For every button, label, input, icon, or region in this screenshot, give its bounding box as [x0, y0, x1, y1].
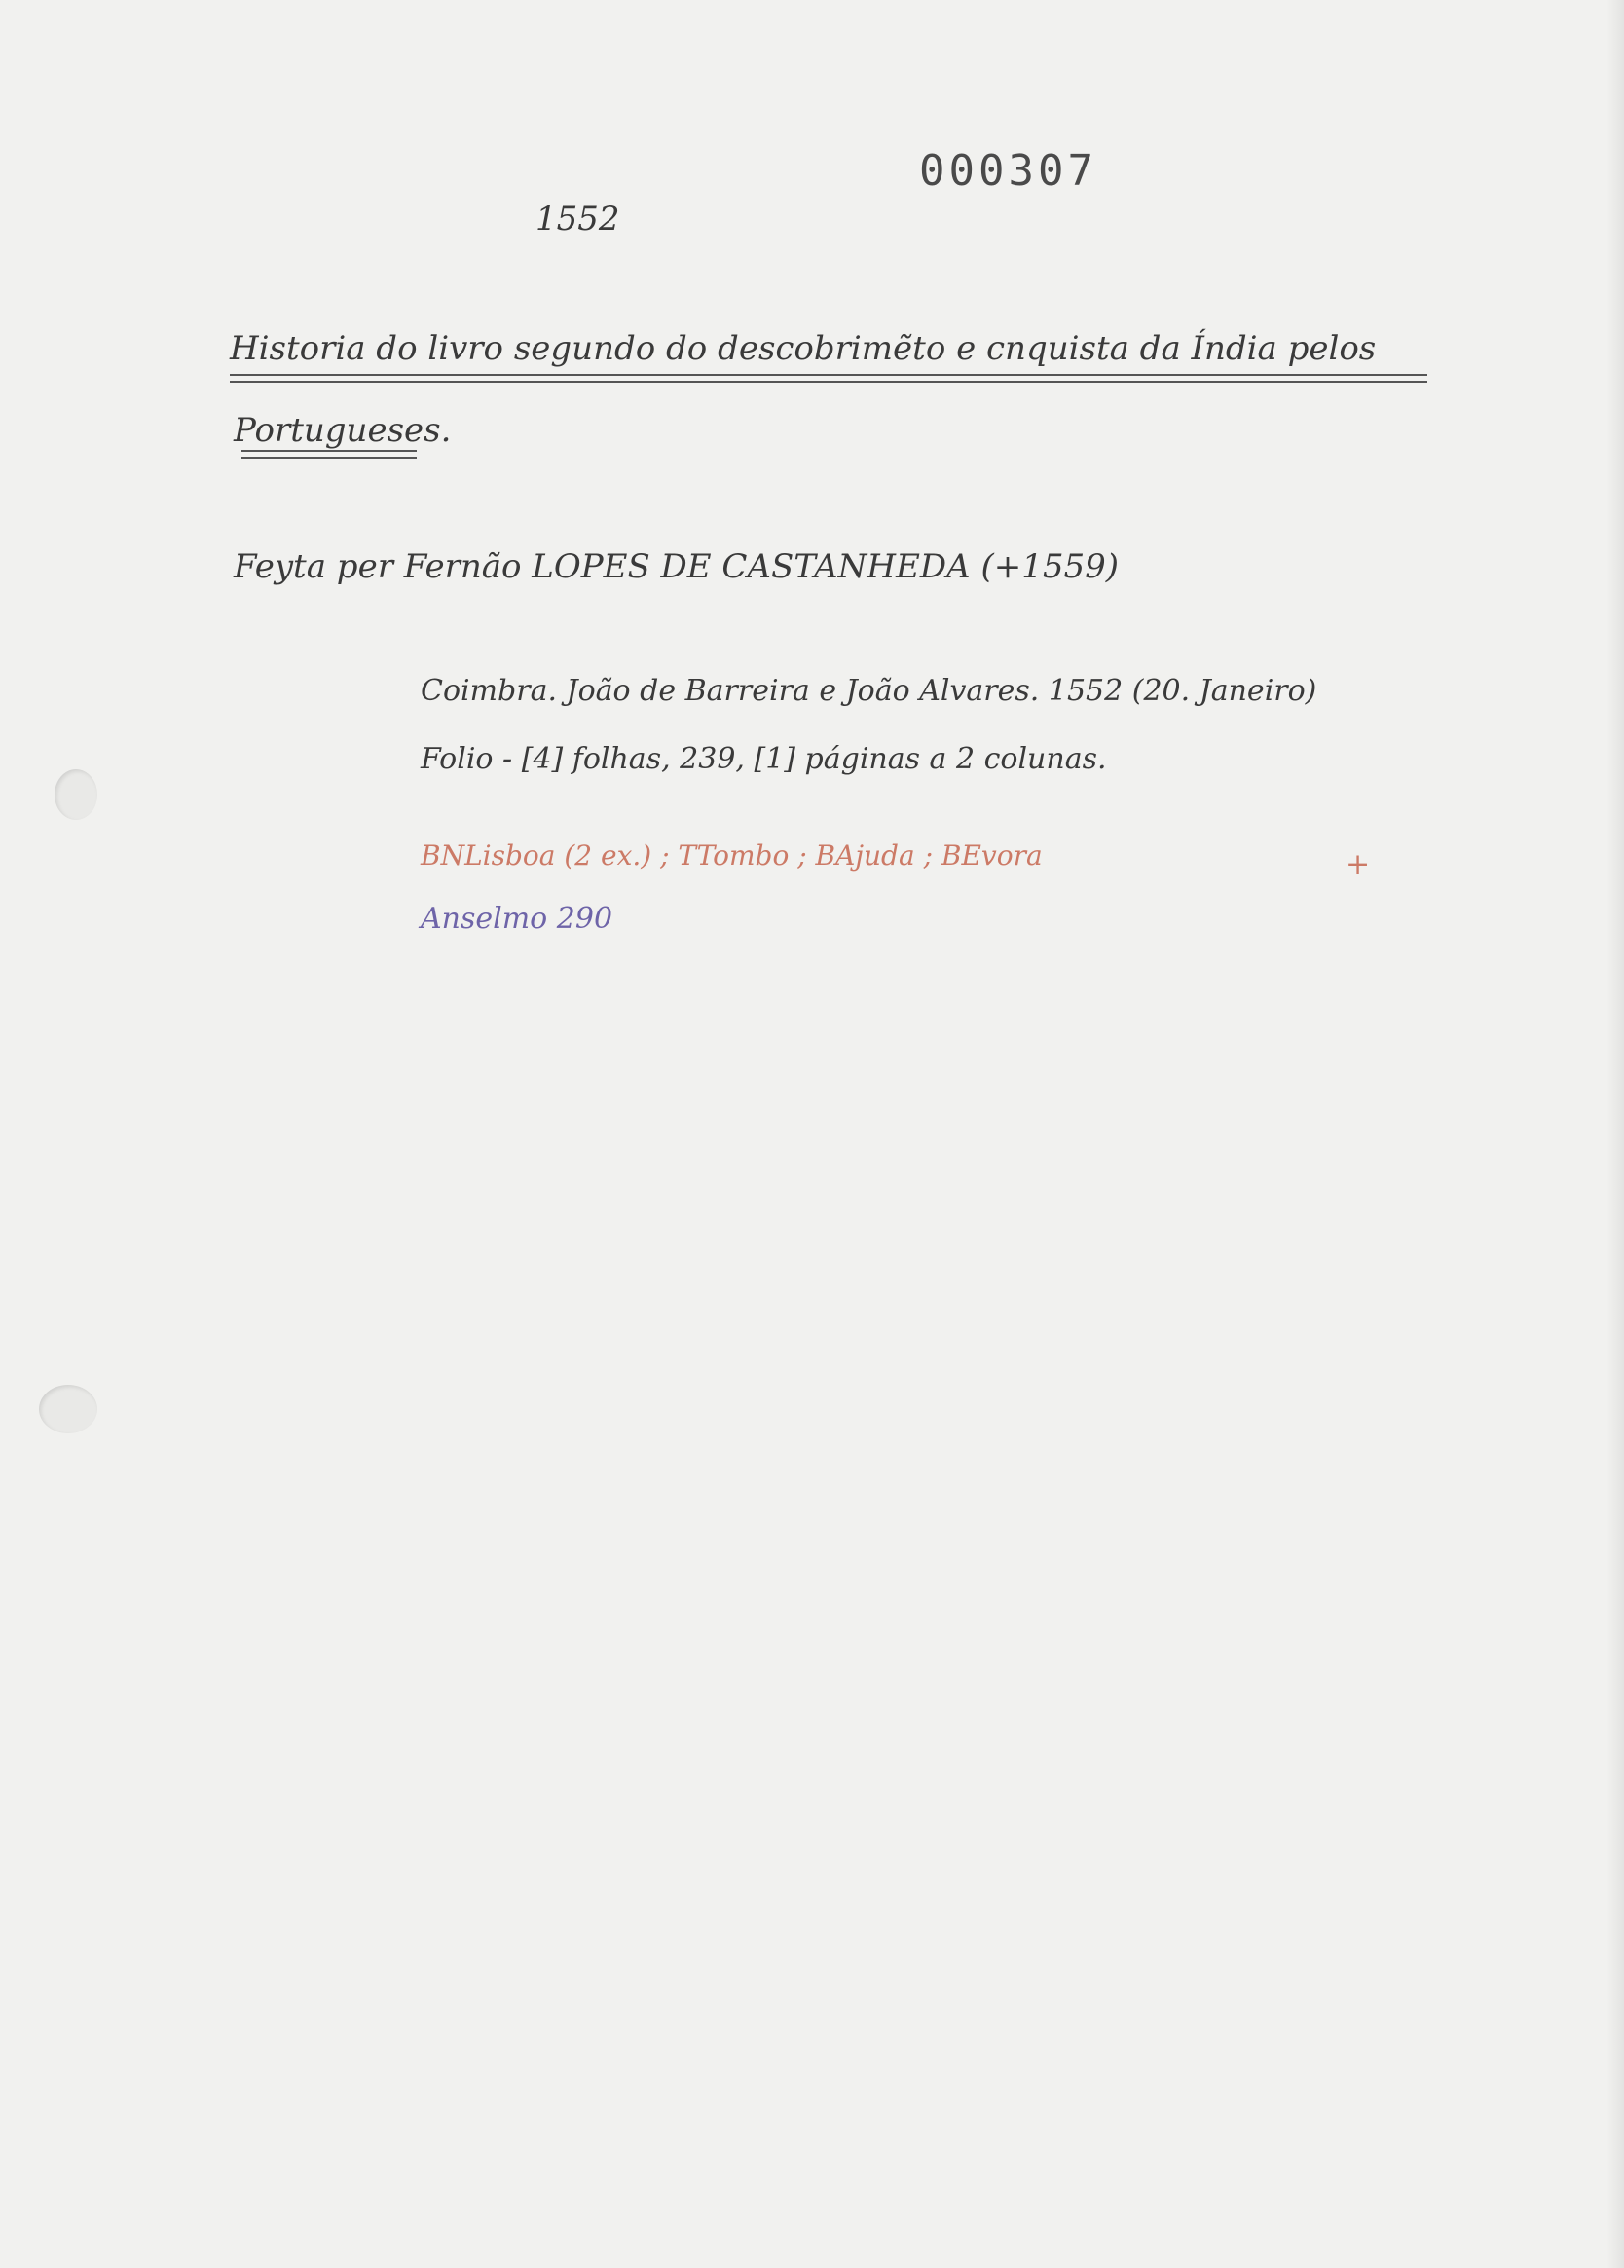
year-heading: 1552	[535, 200, 620, 239]
holdings-mark: +	[1346, 847, 1371, 881]
author-line: Feyta per Fernão LOPES DE CASTANHEDA (+1559)	[234, 547, 1120, 586]
title-underline-1	[230, 374, 1427, 383]
punch-hole-upper	[55, 769, 97, 820]
title-underline-2	[241, 450, 417, 459]
holdings-line: BNLisboa (2 ex.) ; TTombo ; BAjuda ; BEvora	[421, 839, 1043, 872]
collation-line: Folio - [4] folhas, 239, [1] páginas a 2 colunas.	[421, 742, 1107, 776]
stamp-number: 000307	[919, 146, 1097, 196]
imprint-line: Coimbra. João de Barreira e João Alvares. 1552 (20. Janeiro)	[421, 674, 1317, 708]
punch-hole-lower	[39, 1385, 97, 1433]
bibliographic-reference: Anselmo 290	[421, 902, 613, 936]
title-line-1: Historia do livro segundo do descobrimẽto e cnquista da Índia pelos	[230, 329, 1377, 368]
title-line-2: Portugueses.	[234, 411, 452, 450]
page-edge-shadow	[1606, 0, 1624, 2268]
